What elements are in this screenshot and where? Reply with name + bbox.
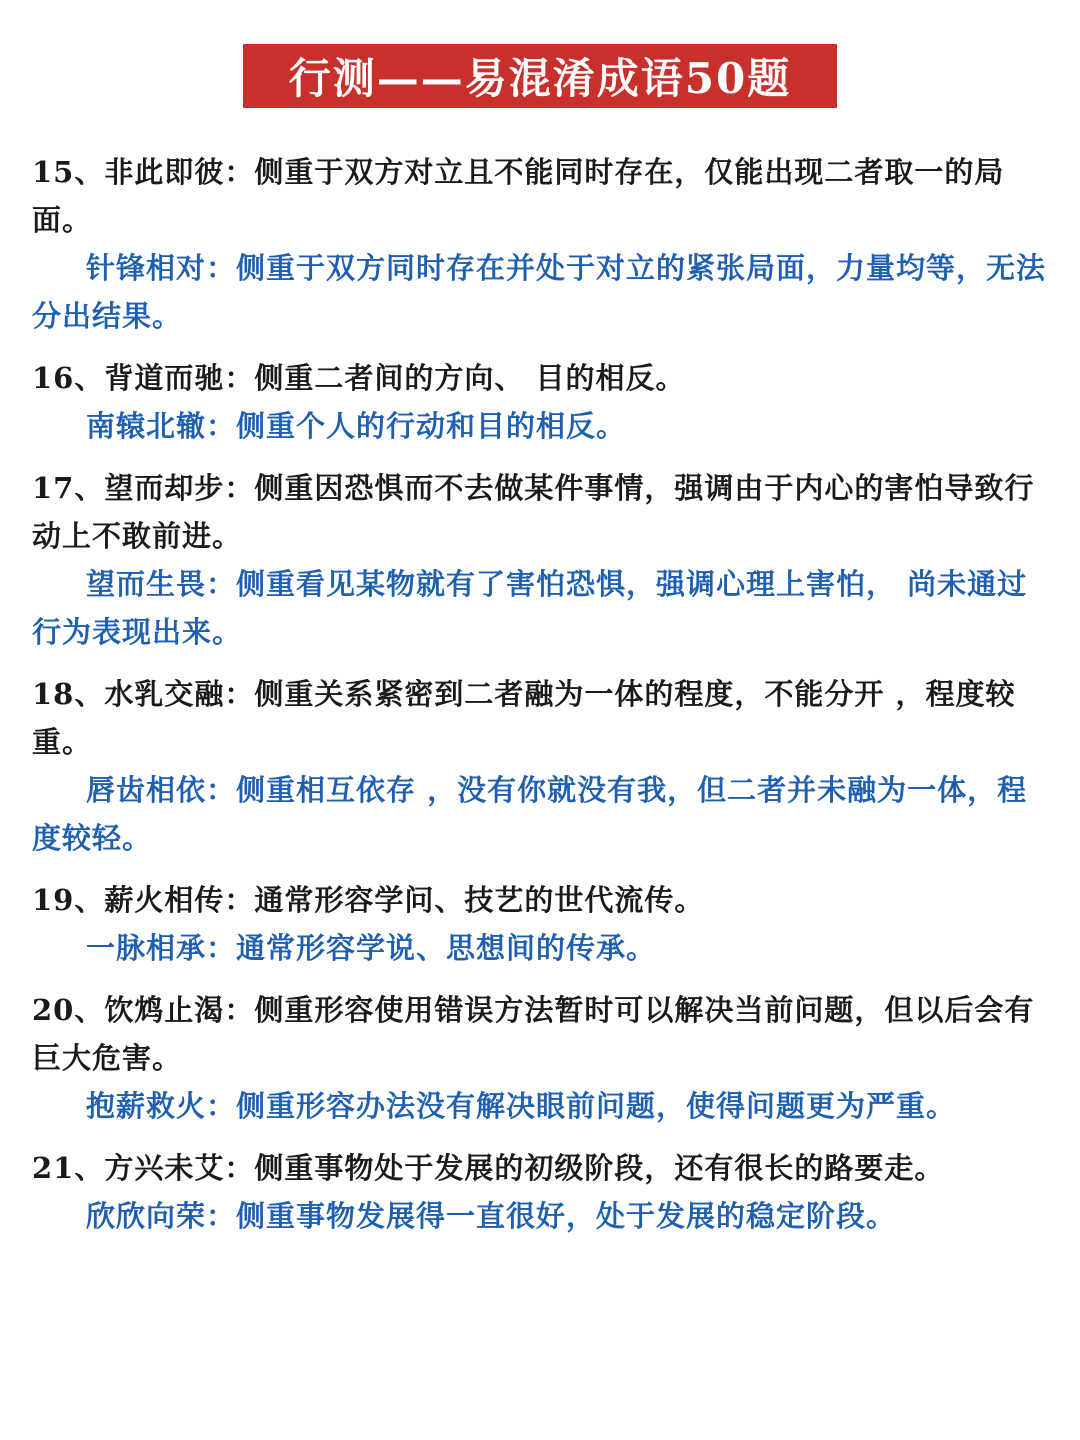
idiom-entry-19 xyxy=(32,876,1052,972)
idiom-entry-16 xyxy=(32,354,1052,450)
idiom-primary-19: 19、薪火相传：通常形容学问、技艺的世代流传。 xyxy=(32,883,705,917)
idiom-entry-15 xyxy=(32,148,1052,340)
idiom-secondary-17: 望而生畏：侧重看见某物就有了害怕恐惧，强调心理上害怕， 尚未通过行为表现出来。 xyxy=(32,567,1028,649)
idiom-secondary-21: 欣欣向荣：侧重事物发展得一直很好，处于发展的稳定阶段。 xyxy=(86,1199,897,1233)
title-banner xyxy=(243,44,837,108)
idiom-primary-17: 17、望而却步：侧重因恐惧而不去做某件事情，强调由于内心的害怕导致行动上不敢前进。 xyxy=(32,471,1035,553)
idiom-primary-15: 15、非此即彼：侧重于双方对立且不能同时存在，仅能出现二者取一的局面。 xyxy=(32,155,1005,237)
idiom-secondary-19: 一脉相承：通常形容学说、思想间的传承。 xyxy=(86,931,657,965)
idiom-primary-18: 18、水乳交融：侧重关系紧密到二者融为一体的程度，不能分开 ，程度较重。 xyxy=(32,677,1016,759)
idiom-entry-20 xyxy=(32,986,1052,1130)
idiom-entry-18 xyxy=(32,670,1052,862)
idiom-entry-21 xyxy=(32,1144,1052,1240)
page-title: 行测——易混淆成语50题 xyxy=(288,54,792,103)
idiom-primary-21: 21、方兴未艾：侧重事物处于发展的初级阶段，还有很长的路要走。 xyxy=(32,1151,945,1185)
idiom-primary-16: 16、背道而驰：侧重二者间的方向、 目的相反。 xyxy=(32,361,686,395)
idiom-secondary-16: 南辕北辙：侧重个人的行动和目的相反。 xyxy=(86,409,627,443)
idiom-secondary-18: 唇齿相依：侧重相互依存 ，没有你就没有我，但二者并未融为一体，程度较轻。 xyxy=(32,773,1028,855)
idiom-entry-17 xyxy=(32,464,1052,656)
idiom-secondary-20: 抱薪救火：侧重形容办法没有解决眼前问题，使得问题更为严重。 xyxy=(86,1089,957,1123)
idiom-list xyxy=(32,148,1052,1254)
idiom-primary-20: 20、饮鸩止渴：侧重形容使用错误方法暂时可以解决当前问题，但以后会有巨大危害。 xyxy=(32,993,1035,1075)
idiom-secondary-15: 针锋相对：侧重于双方同时存在并处于对立的紧张局面，力量均等，无法分出结果。 xyxy=(32,251,1047,333)
